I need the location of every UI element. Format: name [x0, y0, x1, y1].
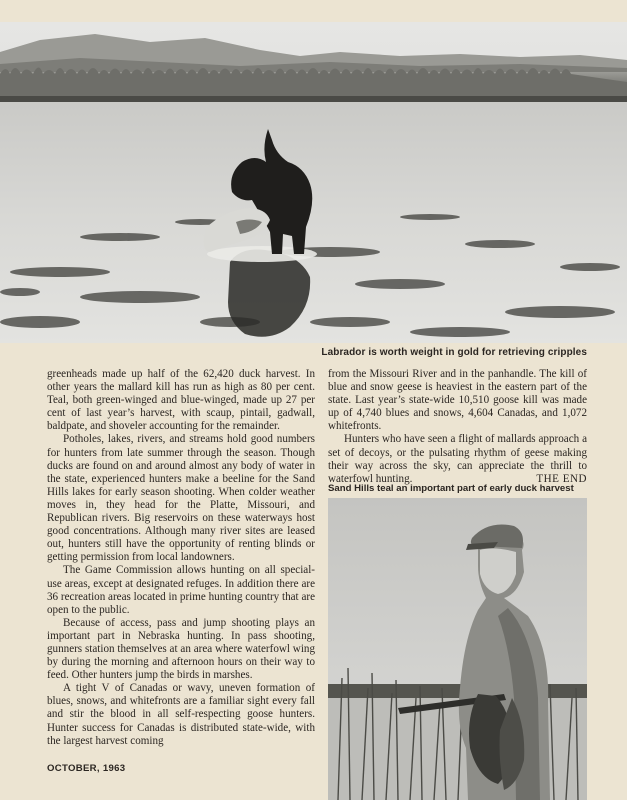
article-right-column [328, 368, 587, 486]
top-photo-caption: Labrador is worth weight in gold for retrieving cripples [321, 347, 587, 358]
labrador-photo [0, 22, 627, 343]
paragraph [328, 433, 587, 485]
paragraph: greenheads made up half of the 62,420 duck harvest. In other years the mallard kill has run as high as 80 per cent. Teal, both green-winged and blue-winged, made up 27 per cent of last year’s harvest, with scaup, pintail, gadwall, baldpate, and shoveler accounting for the remainder. [47, 368, 315, 433]
right-photo-caption: Sand Hills teal an important part of early duck harvest [328, 483, 574, 494]
paragraph: from the Missouri River and in the panhandle. The kill of blue and snow geese is heaviest in the eastern part of the state. Last year’s state-wide 10,510 goose kill was made up of 4,740 blues and snows, 4,604 Canadas, and 1,072 whitefronts. [328, 368, 587, 433]
article-left-column [47, 368, 315, 748]
paragraph: The Game Commission allows hunting on all special-use areas, except at designated refuges. In addition there are 36 recreation areas located in prime hunting country that are open to the public. [47, 564, 315, 616]
paragraph: Potholes, lakes, rivers, and streams hold good numbers for hunters from late summer through the season. Though ducks are found on and around almost any body of water in the state, experienced hunters make a beeline for the Sand Hills lakes for early season shooting. When colder weather moves in, they head for the Platte, Missouri, and Republican rivers. Big reservoirs on these waterways host good concentrations. Although many river sites are leased out, hunters still have the opportunity of renting blinds or getting permission from local landowners. [47, 433, 315, 564]
paragraph: Because of access, pass and jump shooting plays an important part in Nebraska hunting. In pass shooting, gunners station themselves at an area where waterfowl wing by during the morning and afternoon hours on their way to feed. Other hunters jump the birds in marshes. [47, 616, 315, 682]
paragraph: A tight V of Canadas or wavy, uneven formation of blues, snows, and whitefronts are a familiar sight every fall and stir the blood in all self-respecting goose hunters. Hunter success for Canadas is distributed state-wide, with the largest harvest coming [47, 682, 315, 747]
issue-date: OCTOBER, 1963 [47, 763, 126, 774]
end-mark: THE END [536, 472, 587, 485]
hunter-photo [328, 498, 587, 800]
paragraph-text: Hunters who have seen a flight of mallards approach a set of decoys, or the pulsating rhythm of geese making their way across the sky, can appreciate the thrill to waterfowl hunting. [328, 433, 587, 485]
